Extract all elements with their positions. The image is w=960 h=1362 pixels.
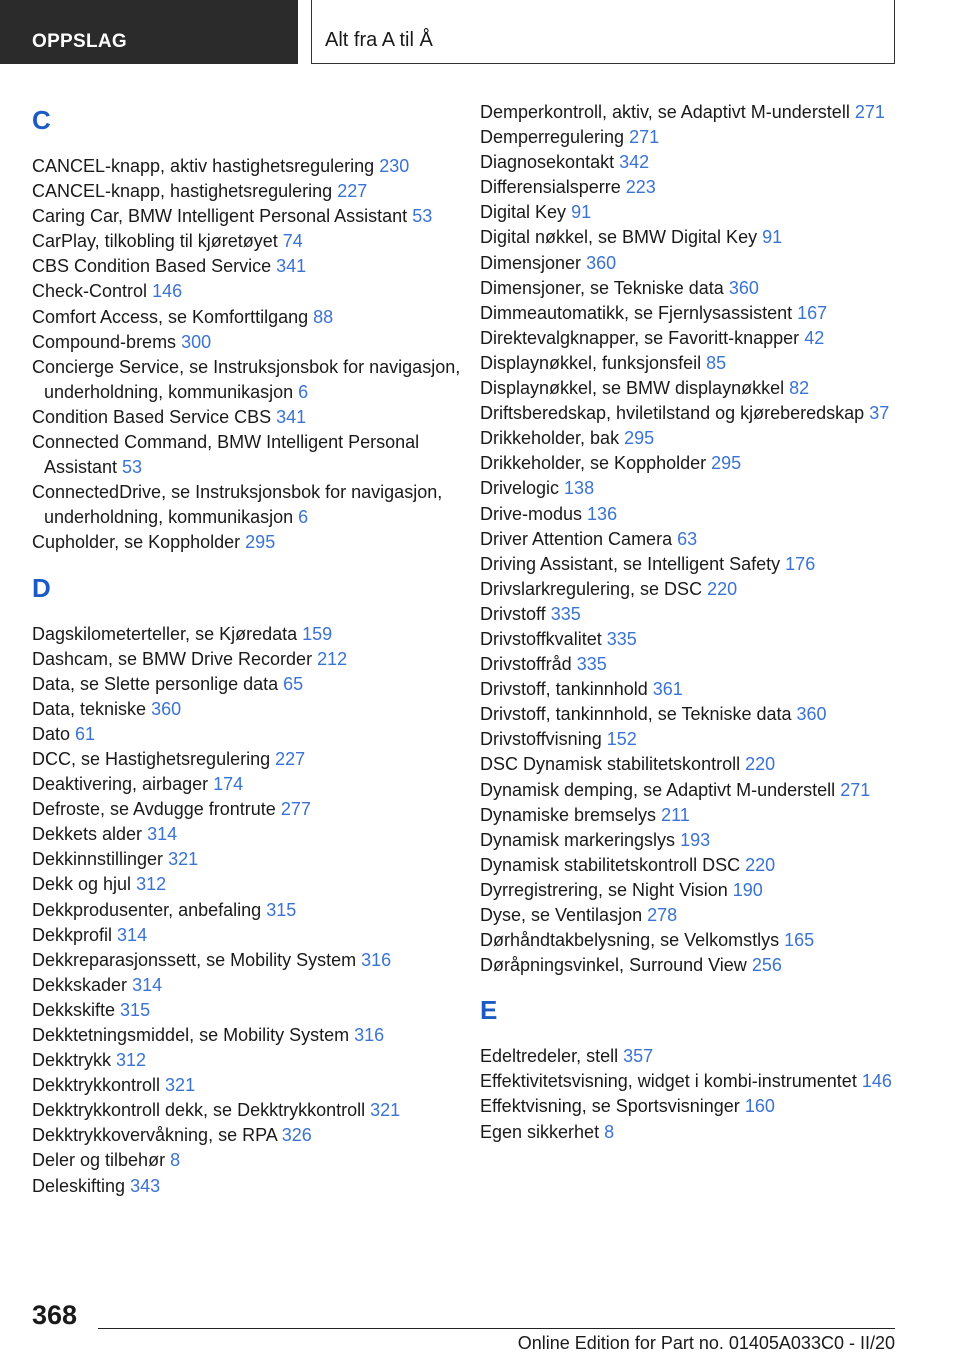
index-entry [32, 797, 462, 822]
index-entry-text: Deleskifting [32, 1175, 126, 1196]
index-entry [32, 1123, 462, 1148]
index-page-link[interactable]: 271 [840, 779, 871, 800]
index-page-link[interactable]: 360 [728, 277, 759, 298]
index-entry-text: DSC Dynamisk stabilitetskontroll [480, 754, 741, 775]
index-entry [480, 577, 910, 602]
index-entry-text: Egen sikkerhet [480, 1121, 600, 1142]
section-title: OPPSLAG [32, 31, 128, 52]
index-entry-text: Driftsberedskap, hviletilstand og kjøreberedskap [480, 403, 865, 424]
index-page-link[interactable]: 271 [854, 102, 885, 122]
section-tab [0, 0, 298, 64]
index-entry [32, 672, 462, 697]
index-entry [480, 778, 910, 803]
index-page-link[interactable]: 295 [624, 428, 655, 449]
index-entry [480, 251, 910, 276]
index-page-link[interactable]: 6 [298, 381, 309, 402]
index-entry [32, 948, 462, 973]
index-entry-text: Drivstoffvisning [480, 729, 602, 750]
index-entry [480, 200, 910, 225]
index-entry [480, 677, 910, 702]
index-entry [480, 1094, 910, 1119]
index-entry [32, 872, 462, 897]
index-entry [32, 405, 462, 430]
index-page-link[interactable]: 220 [707, 578, 738, 599]
index-entry [480, 326, 910, 351]
index-column-right [480, 100, 910, 1145]
index-entry [32, 480, 462, 530]
index-entry-text: Dekkinnstillinger [32, 849, 164, 870]
index-page-link[interactable]: 223 [625, 177, 656, 198]
index-entry [480, 527, 910, 552]
index-entry-text: Drivstoffråd [480, 654, 572, 675]
index-entry [32, 822, 462, 847]
index-entry [480, 476, 910, 501]
chapter-title: Alt fra A til Å [325, 29, 433, 51]
index-entry-text: Drivstoff [480, 603, 546, 624]
index-page-link[interactable]: 220 [745, 754, 776, 775]
index-page-link[interactable]: 165 [784, 930, 815, 951]
index-entry-text: Connected Command, BMW Intelligent Personal Assistant [32, 432, 420, 478]
index-entry [32, 1148, 462, 1173]
index-page-link[interactable]: 211 [661, 804, 690, 825]
index-page-link[interactable]: 152 [606, 729, 637, 750]
index-entry [480, 100, 910, 125]
index-entry-text: Edeltredeler, stell [480, 1046, 619, 1067]
index-entry [32, 998, 462, 1023]
index-entry [32, 430, 462, 480]
index-page-link[interactable]: 74 [282, 231, 303, 252]
index-entry [480, 853, 910, 878]
index-entry [480, 175, 910, 200]
index-entry-text: Dynamisk stabilitetskontroll DSC [480, 854, 741, 875]
index-page-link[interactable]: 361 [652, 679, 683, 700]
index-entry-text: Dørhåndtakbelysning, se Velkomstlys [480, 930, 780, 951]
index-entry [480, 552, 910, 577]
index-entry [32, 254, 462, 279]
index-page-link[interactable]: 230 [379, 156, 410, 176]
index-entry [480, 225, 910, 250]
index-entry [32, 622, 462, 647]
index-page-link[interactable]: 61 [75, 723, 96, 744]
index-entry [32, 647, 462, 672]
index-entry [480, 502, 910, 527]
index-column-left [32, 100, 462, 1199]
index-page-link[interactable]: 314 [117, 924, 148, 945]
index-entry-text: Drikkeholder, se Koppholder [480, 453, 707, 474]
index-entry [480, 752, 910, 777]
index-entry [32, 179, 462, 204]
index-entry-text: Diagnosekontakt [480, 152, 615, 173]
index-entry [32, 1023, 462, 1048]
index-page-link[interactable]: 85 [706, 352, 727, 373]
chapter-header [311, 0, 895, 64]
index-entry [480, 351, 910, 376]
index-entry-text: Check-Control [32, 281, 148, 302]
index-entry [32, 154, 462, 179]
index-entry-text: Drikkeholder, bak [480, 428, 620, 449]
index-page-link[interactable]: 91 [762, 227, 783, 248]
index-entry-text: Dekkreparasjonssett, se Mobility System [32, 949, 357, 970]
index-page-link[interactable]: 295 [711, 453, 742, 474]
page-number: 368 [32, 1300, 78, 1330]
index-entry-text: Dimensjoner, se Tekniske data [480, 277, 724, 298]
index-entry [480, 301, 910, 326]
footer-divider [98, 1328, 895, 1329]
index-page-link[interactable]: 321 [168, 849, 199, 870]
index-page-link[interactable]: 174 [213, 774, 244, 795]
index-page-link[interactable]: 360 [151, 698, 182, 719]
index-entry-text: CarPlay, tilkobling til kjøretøyet [32, 231, 278, 252]
index-entry [480, 150, 910, 175]
index-entry [480, 878, 910, 903]
index-page-link[interactable]: 271 [629, 127, 660, 148]
index-entry-text: Drive-modus [480, 503, 583, 524]
index-entry [32, 722, 462, 747]
index-page-link[interactable]: 277 [280, 799, 311, 820]
index-page-link[interactable]: 136 [587, 503, 618, 524]
index-entry-text: Dyse, se Ventilasjon [480, 905, 643, 925]
index-page-link[interactable]: 335 [576, 654, 607, 675]
index-letter-heading: E [480, 995, 498, 1026]
index-page-link[interactable]: 314 [132, 974, 163, 995]
index-page-link[interactable]: 256 [751, 955, 782, 976]
index-page-link[interactable]: 8 [170, 1150, 181, 1171]
index-entry-text: Driving Assistant, se Intelligent Safety [480, 553, 781, 574]
index-entry-text: Drivstoffkvalitet [480, 628, 602, 649]
index-page-link[interactable]: 42 [804, 327, 825, 348]
index-entry [32, 772, 462, 797]
index-entry-text: Demperkontroll, aktiv, se Adaptivt M-understell [480, 102, 850, 122]
index-entry-text: Dimensjoner [480, 252, 582, 273]
index-page-link[interactable]: 360 [796, 704, 827, 725]
index-page-link[interactable]: 300 [181, 331, 212, 352]
index-entry [480, 828, 910, 853]
index-page-link[interactable]: 91 [571, 202, 592, 223]
index-entry [32, 279, 462, 304]
index-page-link[interactable]: 316 [354, 1025, 385, 1045]
index-letter-heading: C [32, 105, 51, 135]
index-entry-text: CBS Condition Based Service [32, 256, 272, 277]
index-entry [32, 747, 462, 772]
index-entry-text: Dyrregistrering, se Night Vision [480, 879, 728, 900]
index-page-link[interactable]: 212 [317, 648, 348, 669]
index-page-link[interactable]: 82 [789, 378, 810, 399]
index-page-link[interactable]: 360 [586, 252, 617, 273]
edition-footer: Online Edition for Part no. 01405A033C0 - II/20 [517, 1333, 895, 1353]
index-entry-text: Dashcam, se BMW Drive Recorder [32, 648, 313, 669]
index-entry-text: Dekktrykkontroll dekk, se Dekktrykkontroll [32, 1100, 366, 1121]
index-entry [32, 1174, 462, 1199]
index-page-link[interactable]: 316 [361, 949, 392, 970]
index-entry-text: Dynamiske bremselys [480, 804, 657, 825]
index-entry [480, 426, 910, 451]
index-entry-text: Dekkskifte [32, 999, 116, 1020]
index-page-link[interactable]: 63 [677, 528, 698, 549]
index-page-link[interactable]: 167 [797, 302, 828, 323]
index-page-link[interactable]: 342 [619, 152, 650, 173]
index-entry [480, 803, 910, 828]
index-entry-text: Digital nøkkel, se BMW Digital Key [480, 227, 758, 248]
index-entry-text: Deler og tilbehør [32, 1150, 166, 1171]
index-entry-text: Dekkskader [32, 974, 128, 995]
index-entry-text: Cupholder, se Koppholder [32, 532, 241, 553]
index-entry [480, 652, 910, 677]
index-entry-text: Displaynøkkel, se BMW displaynøkkel [480, 378, 785, 399]
index-page-link[interactable]: 160 [744, 1096, 775, 1117]
index-page-link[interactable]: 278 [647, 905, 678, 925]
index-entry-text: Drivstoff, tankinnhold, se Tekniske data [480, 704, 792, 725]
index-entry [480, 1069, 910, 1094]
index-entry-text: Dekktrykkovervåkning, se RPA [32, 1125, 277, 1146]
index-page-link[interactable]: 312 [136, 874, 167, 895]
index-page-link[interactable]: 315 [266, 899, 297, 920]
index-entry-text: Displaynøkkel, funksjonsfeil [480, 352, 702, 373]
index-entry-text: Condition Based Service CBS [32, 406, 272, 427]
index-entry [32, 898, 462, 923]
index-entry [480, 125, 910, 150]
index-entry [32, 229, 462, 254]
index-entry-text: Drivslarkregulering, se DSC [480, 578, 703, 599]
index-entry-text: Defroste, se Avdugge frontrute [32, 799, 276, 820]
index-entry [32, 973, 462, 998]
index-entry-text: ConnectedDrive, se Instruksjonsbok for navigasjon, underholdning, kommunikasjon [32, 482, 443, 528]
index-entry-text: CANCEL-knapp, hastighetsregulering [32, 181, 333, 202]
index-entry-text: Dekkprofil [32, 924, 113, 945]
index-entry-text: Data, tekniske [32, 698, 147, 719]
index-page-link[interactable]: 37 [869, 403, 890, 424]
index-entry-text: Direktevalgknapper, se Favoritt-knapper [480, 327, 800, 348]
index-page-link[interactable]: 343 [130, 1175, 161, 1196]
index-entry-text: Dynamisk demping, se Adaptivt M-understell [480, 779, 836, 800]
index-entry [480, 953, 910, 978]
index-page-link[interactable]: 341 [276, 256, 307, 277]
index-entry-text: Dekktetningsmiddel, se Mobility System [32, 1025, 350, 1045]
index-page-link[interactable]: 227 [337, 181, 368, 202]
index-page-link[interactable]: 326 [281, 1125, 312, 1146]
index-entry [32, 923, 462, 948]
index-page-link[interactable]: 335 [550, 603, 581, 624]
index-entry [480, 1120, 910, 1145]
index-entry [32, 697, 462, 722]
index-page-link[interactable]: 227 [275, 748, 306, 769]
index-entry-text: Data, se Slette personlige data [32, 673, 279, 694]
index-entry [480, 903, 910, 928]
index-entry [32, 305, 462, 330]
index-entry [32, 1098, 462, 1123]
index-entry [480, 276, 910, 301]
index-entry-text: DCC, se Hastighetsregulering [32, 748, 271, 769]
index-page-link[interactable]: 314 [147, 824, 178, 845]
index-entry-text: Drivstoff, tankinnhold [480, 679, 648, 700]
index-entry-text: Caring Car, BMW Intelligent Personal Assistant [32, 206, 408, 227]
index-entry-text: Digital Key [480, 202, 567, 223]
index-entry-text: Dekk og hjul [32, 874, 132, 895]
index-entry-text: Effektivitetsvisning, widget i kombi-instrumentet [480, 1071, 857, 1092]
index-entry-text: Differensialsperre [480, 177, 621, 198]
index-page-link[interactable]: 335 [606, 628, 637, 649]
index-entry-text: Concierge Service, se Instruksjonsbok for navigasjon, underholdning, kommunikasjon [32, 356, 461, 402]
index-page-link[interactable]: 357 [623, 1046, 654, 1067]
index-page-link[interactable]: 220 [745, 854, 776, 875]
index-page-link[interactable]: 88 [313, 306, 334, 327]
index-entry-text: Dekktrykkontroll [32, 1075, 161, 1096]
index-entry [480, 928, 910, 953]
index-entry-text: Dynamisk markeringslys [480, 829, 676, 850]
index-page-link[interactable]: 53 [122, 457, 143, 478]
index-page-link[interactable]: 190 [732, 879, 763, 900]
index-entry [32, 847, 462, 872]
index-entry [32, 1073, 462, 1098]
index-entry-text: Dekktrykk [32, 1050, 112, 1071]
index-entry-text: Demperregulering [480, 127, 625, 148]
index-page-link[interactable]: 321 [370, 1100, 401, 1121]
index-page-link[interactable]: 138 [564, 478, 595, 499]
index-page-link[interactable]: 321 [165, 1075, 196, 1096]
index-entry-text: CANCEL-knapp, aktiv hastighetsregulering [32, 156, 375, 176]
index-entry [480, 376, 910, 401]
index-entry [32, 330, 462, 355]
index-entry [480, 451, 910, 476]
index-page-link[interactable]: 53 [412, 206, 433, 227]
index-page-link[interactable]: 312 [116, 1050, 147, 1071]
index-entry-text: Compound-brems [32, 331, 177, 352]
index-entry [480, 1044, 910, 1069]
index-entry-text: Deaktivering, airbager [32, 774, 209, 795]
index-entry [480, 401, 910, 426]
index-entry-text: Effektvisning, se Sportsvisninger [480, 1096, 740, 1117]
index-page-link[interactable]: 146 [152, 281, 183, 302]
index-page-link[interactable]: 193 [680, 829, 711, 850]
index-page-link[interactable]: 315 [120, 999, 151, 1020]
index-entry-text: Drivelogic [480, 478, 560, 499]
index-page-link[interactable]: 146 [861, 1071, 892, 1092]
index-entry-text: Dagskilometerteller, se Kjøredata [32, 623, 298, 644]
index-entry-text: Dimmeautomatikk, se Fjernlysassistent [480, 302, 793, 323]
index-page-link[interactable]: 8 [604, 1121, 615, 1142]
index-page-link[interactable]: 176 [785, 553, 816, 574]
index-page-link[interactable]: 6 [298, 507, 309, 528]
index-entry-text: Dato [32, 723, 71, 744]
index-entry [480, 627, 910, 652]
index-entry-text: Dekkprodusenter, anbefaling [32, 899, 262, 920]
index-entry-text: Døråpningsvinkel, Surround View [480, 955, 747, 976]
index-entry [480, 702, 910, 727]
index-page-link[interactable]: 159 [302, 623, 333, 644]
index-page-link[interactable]: 65 [283, 673, 304, 694]
index-page-link[interactable]: 341 [276, 406, 307, 427]
index-entry [480, 602, 910, 627]
index-entry-text: Driver Attention Camera [480, 528, 673, 549]
index-entry [32, 530, 462, 555]
index-entry-text: Comfort Access, se Komforttilgang [32, 306, 309, 327]
index-entry-text: Dekkets alder [32, 824, 143, 845]
index-page-link[interactable]: 295 [245, 532, 276, 553]
index-entry [32, 204, 462, 229]
index-entry [32, 1048, 462, 1073]
index-entry [480, 727, 910, 752]
index-letter-heading: D [32, 572, 51, 603]
index-entry [32, 355, 462, 405]
